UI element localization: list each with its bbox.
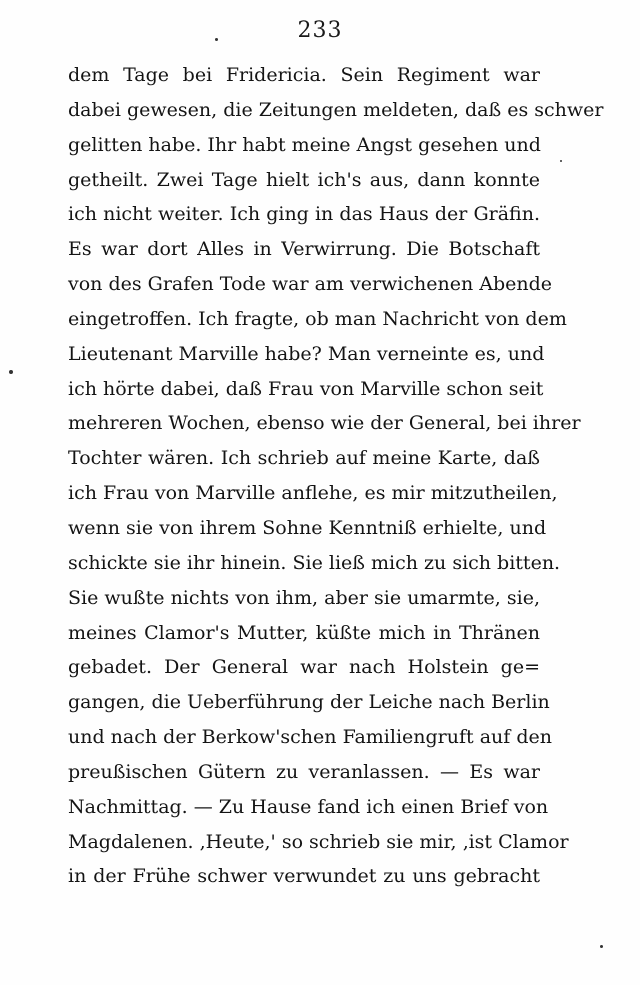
print-speck — [215, 38, 218, 41]
text-line: Es war dort Alles in Verwirrung. Die Botschaft — [68, 238, 540, 261]
print-speck — [560, 160, 562, 162]
text-line: Magdalenen. ‚Heute,' so schrieb sie mir, ‚ist Clamor — [68, 830, 569, 853]
text-line: von des Grafen Tode war am verwichenen Abende — [68, 273, 553, 296]
text-line: dabei gewesen, die Zeitungen meldeten, daß es schwer — [68, 98, 604, 121]
print-speck — [600, 945, 603, 948]
text-line: und nach der Berkow'schen Familiengruft auf den — [68, 726, 552, 749]
body-text — [68, 58, 604, 894]
text-line: gelitten habe. Ihr habt meine Angst gesehen und — [68, 133, 541, 156]
text-line: Sie wußte nichts von ihm, aber sie umarmte, sie, — [68, 586, 540, 609]
print-speck — [9, 370, 13, 374]
text-line: getheilt. Zwei Tage hielt ich's aus, dann konnte — [68, 168, 540, 191]
text-line: in der Frühe schwer verwundet zu uns gebracht — [68, 865, 540, 888]
text-line: gebadet. Der General war nach Holstein ge= — [68, 656, 540, 679]
text-line: meines Clamor's Mutter, küßte mich in Thränen — [68, 621, 540, 644]
text-line: Tochter wären. Ich schrieb auf meine Karte, daß — [68, 447, 540, 470]
text-line: ich Frau von Marville anflehe, es mir mitzutheilen, — [68, 482, 558, 505]
text-line: ich nicht weiter. Ich ging in das Haus der Gräfin. — [68, 203, 540, 226]
text-line: Nachmittag. — Zu Hause fand ich einen Brief von — [68, 795, 549, 818]
page-number: 233 — [297, 18, 343, 43]
text-line: eingetroffen. Ich fragte, ob man Nachricht von dem — [68, 307, 567, 330]
text-line: dem Tage bei Fridericia. Sein Regiment war — [68, 64, 540, 86]
text-line: Lieutenant Marville habe? Man verneinte es, und — [68, 342, 545, 365]
text-line: schickte sie ihr hinein. Sie ließ mich zu sich bitten. — [68, 551, 561, 574]
text-line: wenn sie von ihrem Sohne Kenntniß erhielte, und — [68, 516, 547, 539]
text-line: mehreren Wochen, ebenso wie der General, bei ihrer — [68, 412, 581, 435]
text-line: gangen, die Ueberführung der Leiche nach Berlin — [68, 691, 550, 714]
text-line: preußischen Gütern zu veranlassen. — Es war — [68, 760, 540, 783]
text-line: ich hörte dabei, daß Frau von Marville schon seit — [68, 377, 544, 400]
